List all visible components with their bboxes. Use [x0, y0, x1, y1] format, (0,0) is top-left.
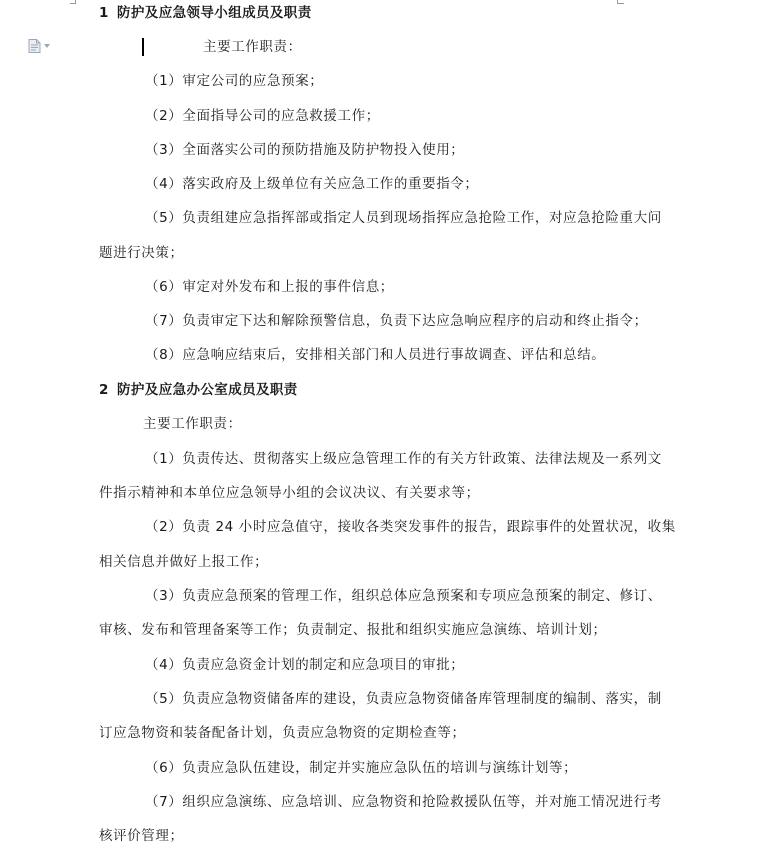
paragraph-intro: 主要工作职责：: [143, 416, 242, 432]
paragraph-layout-icon[interactable]: [28, 39, 54, 53]
paragraph-line: （7）组织应急演练、应急培训、应急物资和抢险救援队伍等，并对施工情况进行考: [145, 794, 662, 810]
paragraph-line: （2）全面指导公司的应急救援工作；: [145, 108, 380, 124]
paragraph-line: （5）负责应急物资储备库的建设，负责应急物资储备库管理制度的编制、落实，制: [145, 691, 662, 707]
document-icon: [28, 39, 41, 53]
paragraph-line: 订应急物资和装备配备计划，负责应急物资的定期检查等；: [99, 725, 466, 741]
paragraph-line: （7）负责审定下达和解除预警信息，负责下达应急响应程序的启动和终止指令；: [145, 313, 648, 329]
paragraph-line: （2）负责 24 小时应急值守，接收各类突发事件的报告，跟踪事件的处置状况，收集: [145, 519, 676, 535]
text-cursor: [142, 38, 144, 56]
paragraph-line: （3）全面落实公司的预防措施及防护物投入使用；: [145, 142, 465, 158]
paragraph-line: （4）负责应急资金计划的制定和应急项目的审批；: [145, 657, 465, 673]
paragraph-line: （3）负责应急预案的管理工作，组织总体应急预案和专项应急预案的制定、修订、: [145, 588, 662, 604]
paragraph-line: （6）审定对外发布和上报的事件信息；: [145, 279, 394, 295]
paragraph-line: 审核、发布和管理备案等工作；负责制定、报批和组织实施应急演练、培训计划；: [99, 622, 607, 638]
paragraph-line: 核评价管理；: [99, 828, 184, 844]
section-title: 防护及应急办公室成员及职责: [117, 382, 298, 398]
paragraph-line: （1）审定公司的应急预案；: [145, 73, 324, 89]
section-title: 防护及应急领导小组成员及职责: [117, 5, 312, 21]
section-heading: [99, 381, 298, 399]
section-number: 2: [99, 382, 109, 398]
paragraph-line: （4）落实政府及上级单位有关应急工作的重要指令；: [145, 176, 479, 192]
paragraph-line: （8）应急响应结束后，安排相关部门和人员进行事故调查、评估和总结。: [145, 347, 606, 363]
paragraph-line: （6）负责应急队伍建设，制定并实施应急队伍的培训与演练计划等；: [145, 760, 578, 776]
paragraph-line: （1）负责传达、贯彻落实上级应急管理工作的有关方针政策、法律法规及一系列文: [145, 451, 662, 467]
paragraph-line: 相关信息并做好上报工作；: [99, 554, 269, 570]
crop-mark: [70, 3, 76, 4]
chevron-down-icon: [44, 44, 50, 48]
paragraph-intro: 主要工作职责：: [203, 39, 302, 55]
section-heading: [99, 4, 312, 22]
paragraph-line: 题进行决策；: [99, 245, 184, 261]
crop-mark: [618, 3, 624, 4]
paragraph-line: 件指示精神和本单位应急领导小组的会议决议、有关要求等；: [99, 485, 480, 501]
paragraph-line: （5）负责组建应急指挥部或指定人员到现场指挥应急抢险工作，对应急抢险重大问: [145, 210, 662, 226]
section-number: 1: [99, 5, 109, 21]
